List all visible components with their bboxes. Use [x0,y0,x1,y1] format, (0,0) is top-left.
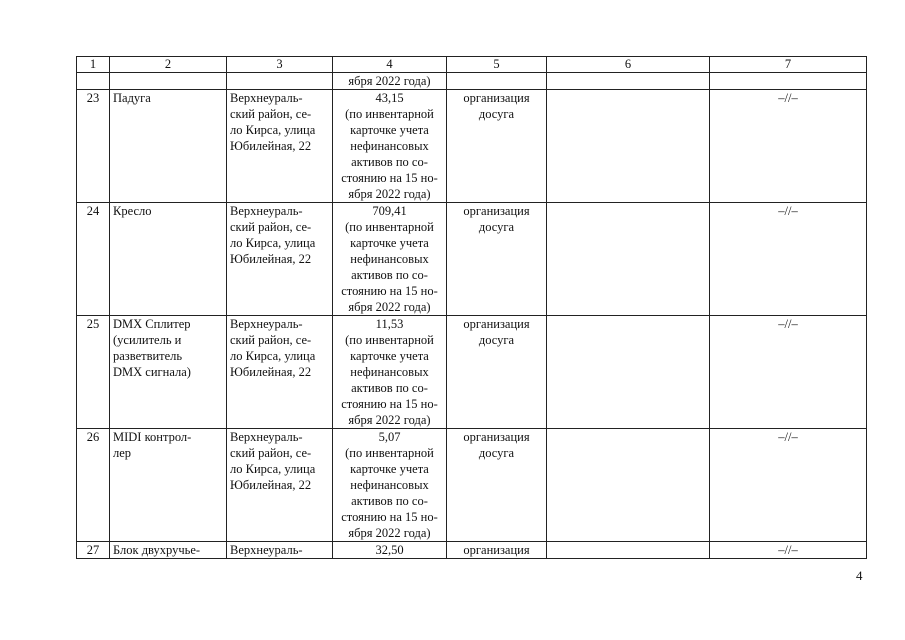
item-address-line: ский район, се- [230,333,312,347]
empty-cell [110,73,227,90]
table-header [77,57,867,73]
item-value-line: нефинансовых [350,139,429,153]
item-col6 [547,542,710,559]
table-row [77,203,867,316]
item-value-line: активов по со- [351,155,428,169]
item-value-line: (по инвентарной [345,220,434,234]
item-value-line: ября 2022 года) [348,187,431,201]
item-name-line: Кресло [113,204,152,218]
item-address-line: Юбилейная, 22 [230,252,312,266]
item-value-line: активов по со- [351,494,428,508]
item-purpose [447,429,547,542]
item-value-line: ября 2022 года) [348,526,431,540]
item-address-line: Верхнеураль- [230,91,303,105]
item-value-line: стоянию на 15 но- [341,171,438,185]
item-value [333,90,447,203]
item-value-line: активов по со- [351,268,428,282]
item-name-line: разветвитель [113,349,183,363]
item-address-line: ло Кирса, улица [230,236,316,250]
item-col6 [547,90,710,203]
item-address-line: ский район, се- [230,446,312,460]
item-purpose [447,90,547,203]
table-row [77,429,867,542]
table-row [77,542,867,559]
item-purpose-line: досуга [478,220,515,234]
empty-cell [547,73,710,90]
item-purpose-line: организация [463,91,530,105]
item-name [110,429,227,542]
item-value-line: карточке учета [350,236,429,250]
item-name-line: лер [113,446,132,460]
item-note: –//– [710,316,867,429]
item-address [227,429,333,542]
item-name [110,203,227,316]
item-address-line: Верхнеураль- [230,317,303,331]
row-number: 25 [77,316,110,429]
column-header-6: 6 [547,57,710,73]
item-purpose [447,203,547,316]
item-address-line: ло Кирса, улица [230,462,316,476]
table-body [77,73,867,559]
value-cell-line: ября 2022 года) [348,74,431,88]
item-value-line: карточке учета [350,349,429,363]
item-value [333,429,447,542]
item-address [227,90,333,203]
column-header-5: 5 [447,57,547,73]
item-value-line: активов по со- [351,381,428,395]
item-note: –//– [710,542,867,559]
item-address-line: Верхнеураль- [230,430,303,444]
item-value-line: ября 2022 года) [348,300,431,314]
item-value [333,316,447,429]
item-purpose [447,316,547,429]
item-address-line: ский район, се- [230,220,312,234]
item-address-line: Юбилейная, 22 [230,478,312,492]
item-name [110,316,227,429]
item-address-line: ло Кирса, улица [230,123,316,137]
property-table [76,56,867,559]
item-purpose-line: организация [463,204,530,218]
item-value-line: нефинансовых [350,478,429,492]
item-value-line: 32,50 [375,543,404,557]
item-value-line: 709,41 [372,204,407,218]
item-name-line: (усилитель и [113,333,182,347]
item-col6 [547,203,710,316]
item-value-line: ября 2022 года) [348,413,431,427]
empty-cell [227,73,333,90]
item-name-line: Блок двухручье- [113,543,201,557]
item-address [227,542,333,559]
item-note: –//– [710,90,867,203]
item-col6 [547,429,710,542]
item-purpose-line: досуга [478,333,515,347]
row-number: 26 [77,429,110,542]
item-purpose [447,542,547,559]
item-value-line: стоянию на 15 но- [341,397,438,411]
item-purpose-line: организация [463,430,530,444]
column-header-1: 1 [77,57,110,73]
item-address [227,203,333,316]
value-cell [333,73,447,90]
empty-cell [447,73,547,90]
item-name [110,542,227,559]
column-header-2: 2 [110,57,227,73]
item-value-line: стоянию на 15 но- [341,510,438,524]
column-header-3: 3 [227,57,333,73]
column-header-4: 4 [333,57,447,73]
item-address-line: Юбилейная, 22 [230,365,312,379]
item-col6 [547,316,710,429]
page-number: 4 [856,568,863,583]
empty-cell [77,73,110,90]
item-value-line: нефинансовых [350,252,429,266]
item-address-line: Верхнеураль- [230,204,303,218]
item-name-line: DMX Сплитер [113,317,191,331]
item-name-line: MIDI контрол- [113,430,192,444]
row-number: 27 [77,542,110,559]
item-address-line: Верхнеураль- [230,543,303,557]
item-address-line: Юбилейная, 22 [230,139,312,153]
item-value-line: стоянию на 15 но- [341,284,438,298]
item-value-line: карточке учета [350,462,429,476]
item-value-line: карточке учета [350,123,429,137]
item-address-line: ло Кирса, улица [230,349,316,363]
item-value [333,203,447,316]
item-value [333,542,447,559]
row-number: 23 [77,90,110,203]
column-header-7: 7 [710,57,867,73]
item-value-line: нефинансовых [350,365,429,379]
item-note: –//– [710,203,867,316]
item-name-line: Падуга [113,91,151,105]
item-name [110,90,227,203]
continuation-row [77,73,867,90]
table-row [77,90,867,203]
row-number: 24 [77,203,110,316]
item-address-line: ский район, се- [230,107,312,121]
item-value-line: 5,07 [378,430,401,444]
item-purpose-line: досуга [478,446,515,460]
item-note: –//– [710,429,867,542]
table-row [77,316,867,429]
item-value-line: (по инвентарной [345,107,434,121]
item-value-line: (по инвентарной [345,446,434,460]
item-address [227,316,333,429]
item-value-line: 43,15 [375,91,404,105]
item-value-line: 11,53 [375,317,404,331]
header-row [77,57,867,73]
item-value-line: (по инвентарной [345,333,434,347]
item-purpose-line: досуга [478,107,515,121]
item-purpose-line: организация [463,543,530,557]
item-purpose-line: организация [463,317,530,331]
empty-cell [710,73,867,90]
item-name-line: DMX сигнала) [113,365,191,379]
